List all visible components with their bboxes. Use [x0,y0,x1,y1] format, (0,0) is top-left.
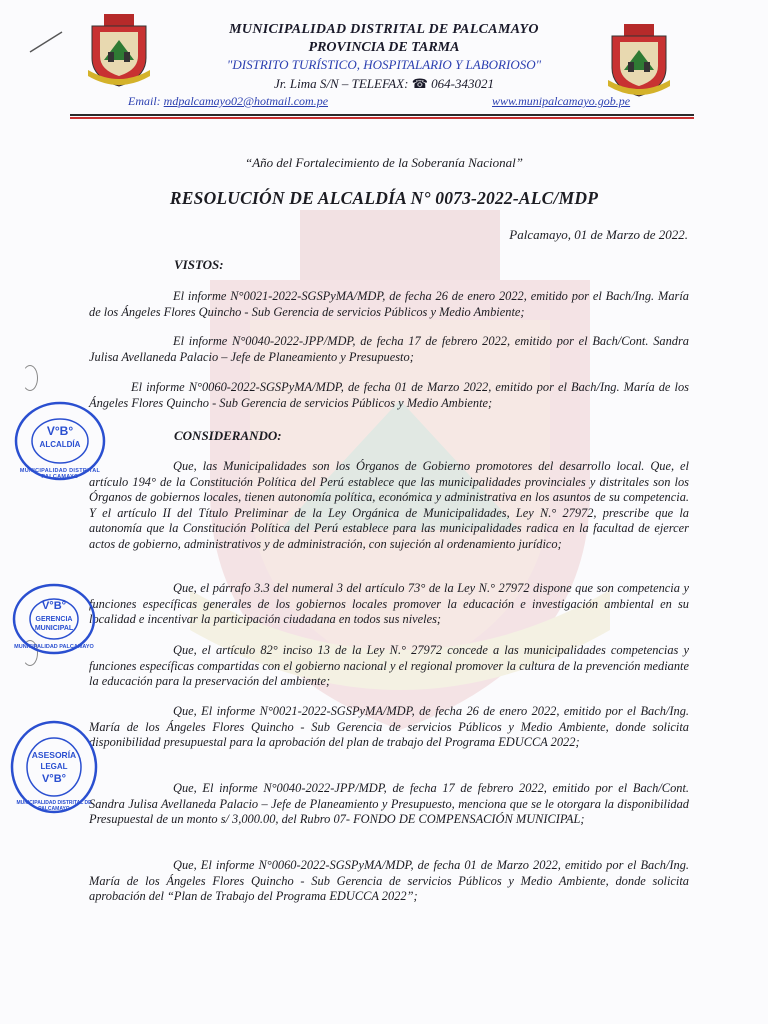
resolution-title: RESOLUCIÓN DE ALCALDÍA N° 0073-2022-ALC/MDP [169,188,599,208]
stamp-ring-text: MUNICIPALIDAD DISTRITAL DE PALCAMAYO [16,800,92,812]
vistos-paragraph: El informe N°0040-2022-JPP/MDP, de fecha 17 de febrero 2022, emitido por el Bach/Cont. Sandra Julisa Avellaneda Palacio – Jefe de Planeamiento y Presupuesto; [89,334,689,364]
stamp-vb-text: V°B° [41,600,67,612]
considerando-paragraph: Que, las Municipalidades son los Órganos de Gobierno promotores del desarrollo local. Que, el artículo 194° de la Constitución Política del Perú establece que las municipalidades provinciales y distritales son los Órganos de gobiernos locales, tienen autonomía política, económica y administrativa en los asuntos de su competencia. Y el artículo II del Título Preliminar de la Ley Orgánica de Municipalidades, Ley N.° 27972, prescribe que la autonomía que la Constitución Política del Perú establece para las municipalidades radica en la facultad de ejercer actos de gobierno, administrativos y de administración, con sujeción al ordenamiento jurídico; [89,459,689,551]
alcaldia-approval-stamp [12,398,108,484]
considerando-paragraph: Que, el artículo 82° inciso 13 de la Ley N.° 27972 concede a las municipalidades competencias y funciones específicas compartidas con el gobierno nacional y el regional promover la cultura de la prevención mediante la educación para la preservación del ambiente; [89,643,689,689]
punch-hole-mark [22,365,38,391]
stamp-vb-text: V°B° [46,424,74,438]
stamp-vb-text: V°B° [41,773,67,785]
considerando-paragraph: Que, El informe N°0060-2022-SGSPyMA/MDP, de fecha 01 de Marzo 2022, emitido por el Bach/Ing. María de los Ángeles Flores Quincho - Sub Gerencia de servicios Públicos y Medio Ambiente, donde solicita aprobación del “Plan de Trabajo del Programa EDUCCA 2022”; [89,858,689,904]
stamp-ring-text: MUNICIPALIDAD PALCAMAYO [14,644,94,650]
header-email-link[interactable]: mdpalcamayo02@hotmail.com.pe [163,94,329,108]
resolution-date: Palcamayo, 01 de Marzo de 2022. [509,227,688,242]
considerando-paragraph: Que, El informe N°0040-2022-JPP/MDP, de fecha 17 de febrero 2022, emitido por el Bach/Cont. Sandra Julisa Avellaneda Palacio – Jefe de Planeamiento y Presupuesto, menciona que se le otorgara la disponibilidad Presupuestal de un monto s/ 3,000.00, del Rubro 07- FONDO DE COMPENSACIÓN MUNICIPAL; [89,781,689,827]
header-website-link[interactable]: www.munipalcamayo.gob.pe [492,94,631,108]
header-divider-red [70,117,694,119]
stamp-center-text: MUNICIPAL [34,625,74,632]
stamp-center-text: ASESORÍA [31,750,77,760]
section-heading-considerando: CONSIDERANDO: [174,428,282,443]
considerando-paragraph: Que, El informe N°0021-2022-SGSPyMA/MDP, de fecha 26 de enero 2022, emitido por el Bach/Ing. María de los Ángeles Flores Quincho - Sub Gerencia de servicios Públicos y Medio Ambiente, donde solicita disponibilidad presupuestal para la aprobación del plan de trabajo del Programa EDUCCA 2022; [89,704,689,750]
header-municipality-name: MUNICIPALIDAD DISTRITAL DE PALCAMAYO [229,22,539,37]
header-email [128,94,328,109]
asesoria-legal-stamp [8,718,100,816]
stamp-center-text: GERENCIA [35,616,73,623]
header-divider-black [70,114,694,116]
stamp-center-text: ALCALDÍA [39,440,81,449]
vistos-paragraph: El informe N°0060-2022-SGSPyMA/MDP, de fecha 01 de Marzo 2022, emitido por el Bach/Ing. María de los Ángeles Flores Quincho - Sub Gerencia de servicios Públicos y Medio Ambiente; [89,380,689,410]
telephone-icon: ☎ [411,76,428,91]
gerencia-approval-stamp [10,580,98,658]
header-province: PROVINCIA DE TARMA [308,40,460,55]
section-heading-vistos: VISTOS: [174,257,224,272]
header-phone: 064-343021 [431,76,494,91]
stamp-ring-text: MUNICIPALIDAD DISTRITAL PALCAMAYO [19,468,101,480]
header-email-label: Email: [128,94,161,108]
header-address-text: Jr. Lima S/N – TELEFAX: [273,76,409,91]
considerando-paragraph: Que, el párrafo 3.3 del numeral 3 del artículo 73° de la Ley N.° 27972 dispone que son competencia y funciones específicas generales de los gobiernos locales promover la educación e investigación ambiental en su localidad e incentivar la participación ciudadana en todos sus niveles; [89,581,689,627]
year-motto: “Año del Fortalecimiento de la Soberanía Nacional” [244,155,524,170]
header-slogan: "DISTRITO TURÍSTICO, HOSPITALARIO Y LABORIOSO" [226,57,542,72]
header-address [0,76,768,92]
stamp-center-text: LEGAL [40,762,68,771]
vistos-paragraph: El informe N°0021-2022-SGSPyMA/MDP, de fecha 26 de enero 2022, emitido por el Bach/Ing. María de los Ángeles Flores Quincho - Sub Gerencia de servicios Públicos y Medio Ambiente; [89,289,689,319]
